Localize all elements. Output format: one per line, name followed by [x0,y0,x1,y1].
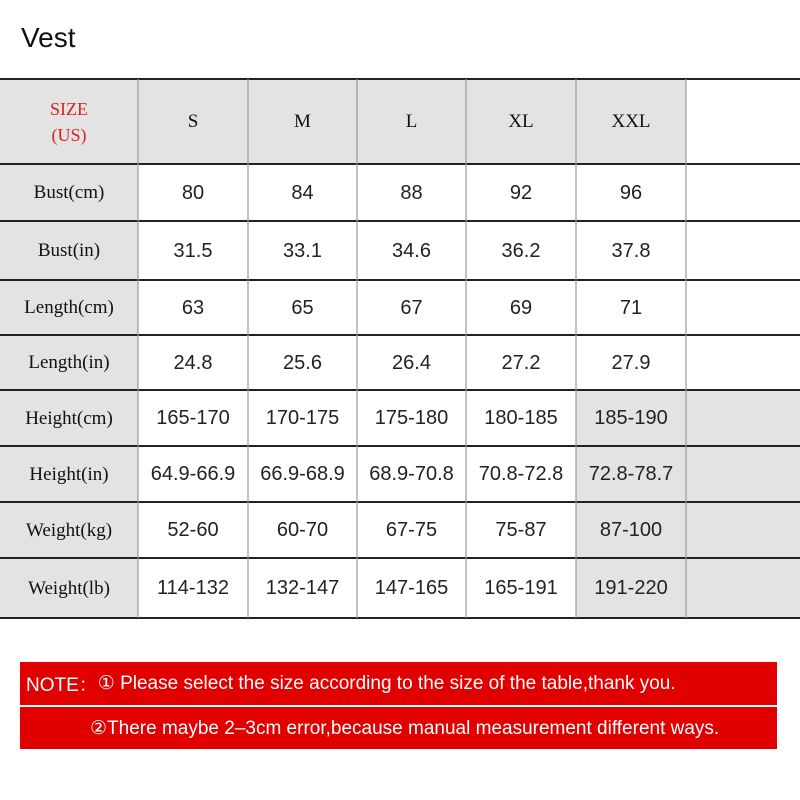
table-cell: 175-180 [374,407,449,429]
size-header-l: L [405,111,418,132]
table-cell: 68.9-70.8 [369,463,454,485]
table-cell: 66.9-68.9 [260,463,345,485]
white-area-fix-2 [686,80,800,163]
table-cell: 87-100 [599,519,663,541]
row-label: Bust(in) [37,240,101,261]
row-label: Height(in) [29,463,109,485]
size-label-line1: SIZE [50,99,88,119]
size-header-s: S [187,111,199,132]
table-cell: 63 [181,296,205,319]
table-cell: 65 [291,296,314,319]
table-cell: 88 [400,181,423,204]
page-title: Vest [21,22,76,53]
note-prefix: NOTE： [26,675,98,696]
table-cell: 36.2 [501,239,541,262]
table-cell: 27.2 [501,351,541,374]
table-cell: 34.6 [392,239,431,262]
white-area-fix [686,163,800,390]
table-cell: 185-190 [594,407,668,429]
table-cell: 52-60 [167,519,219,541]
note-banner-2 [20,707,777,749]
table-cell: 24.8 [173,351,213,374]
table-cell: 33.1 [283,239,322,262]
table-cell: 37.8 [611,239,651,262]
table-cell: 67 [400,296,423,319]
table-cell: 191-220 [594,577,668,599]
table-cell: 25.6 [283,351,322,374]
table-cell: 84 [291,181,314,204]
table-cell: 64.9-66.9 [150,463,236,485]
note-banner-1 [20,662,777,705]
table-cell: 71 [619,296,643,319]
table-cell: 69 [509,296,533,319]
table-cell: 147-165 [374,577,449,599]
size-header-xxl: XXL [611,111,651,132]
note-line-1: ① Please select the size according to the size of the table,thank you. [97,673,676,694]
table-cell: 96 [619,181,643,204]
table-cell: 60-70 [276,519,329,541]
size-label-line2: (US) [51,125,87,145]
size-header-xl: XL [508,111,534,132]
table-cell: 165-191 [484,577,558,599]
note-line-2: ②There maybe 2–3cm error,because manual measurement different ways. [90,717,720,739]
size-header-m: M [294,111,311,132]
table-cell: 70.8-72.8 [478,463,564,485]
table-cell: 114-132 [157,577,229,599]
row-label: Weight(lb) [28,577,110,599]
table-cell: 132-147 [265,577,340,599]
row-label: Bust(cm) [33,182,105,203]
table-cell: 27.9 [611,351,651,374]
row-label: Height(cm) [25,407,113,429]
table-cell: 72.8-78.7 [588,463,674,485]
row-label: Length(cm) [24,297,114,318]
table-cell: 80 [181,181,205,204]
table-cell: 75-87 [495,519,547,541]
size-label [0,80,138,164]
table-cell: 26.4 [392,351,431,374]
table-cell: 165-170 [156,407,230,429]
table-cell: 180-185 [484,407,558,429]
table-cell: 31.5 [173,239,213,262]
row-label: Weight(kg) [25,519,113,541]
table-cell: 92 [509,181,533,204]
row-label: Length(in) [28,352,110,373]
table-cell: 67-75 [385,519,438,541]
table-cell: 170-175 [265,407,340,429]
